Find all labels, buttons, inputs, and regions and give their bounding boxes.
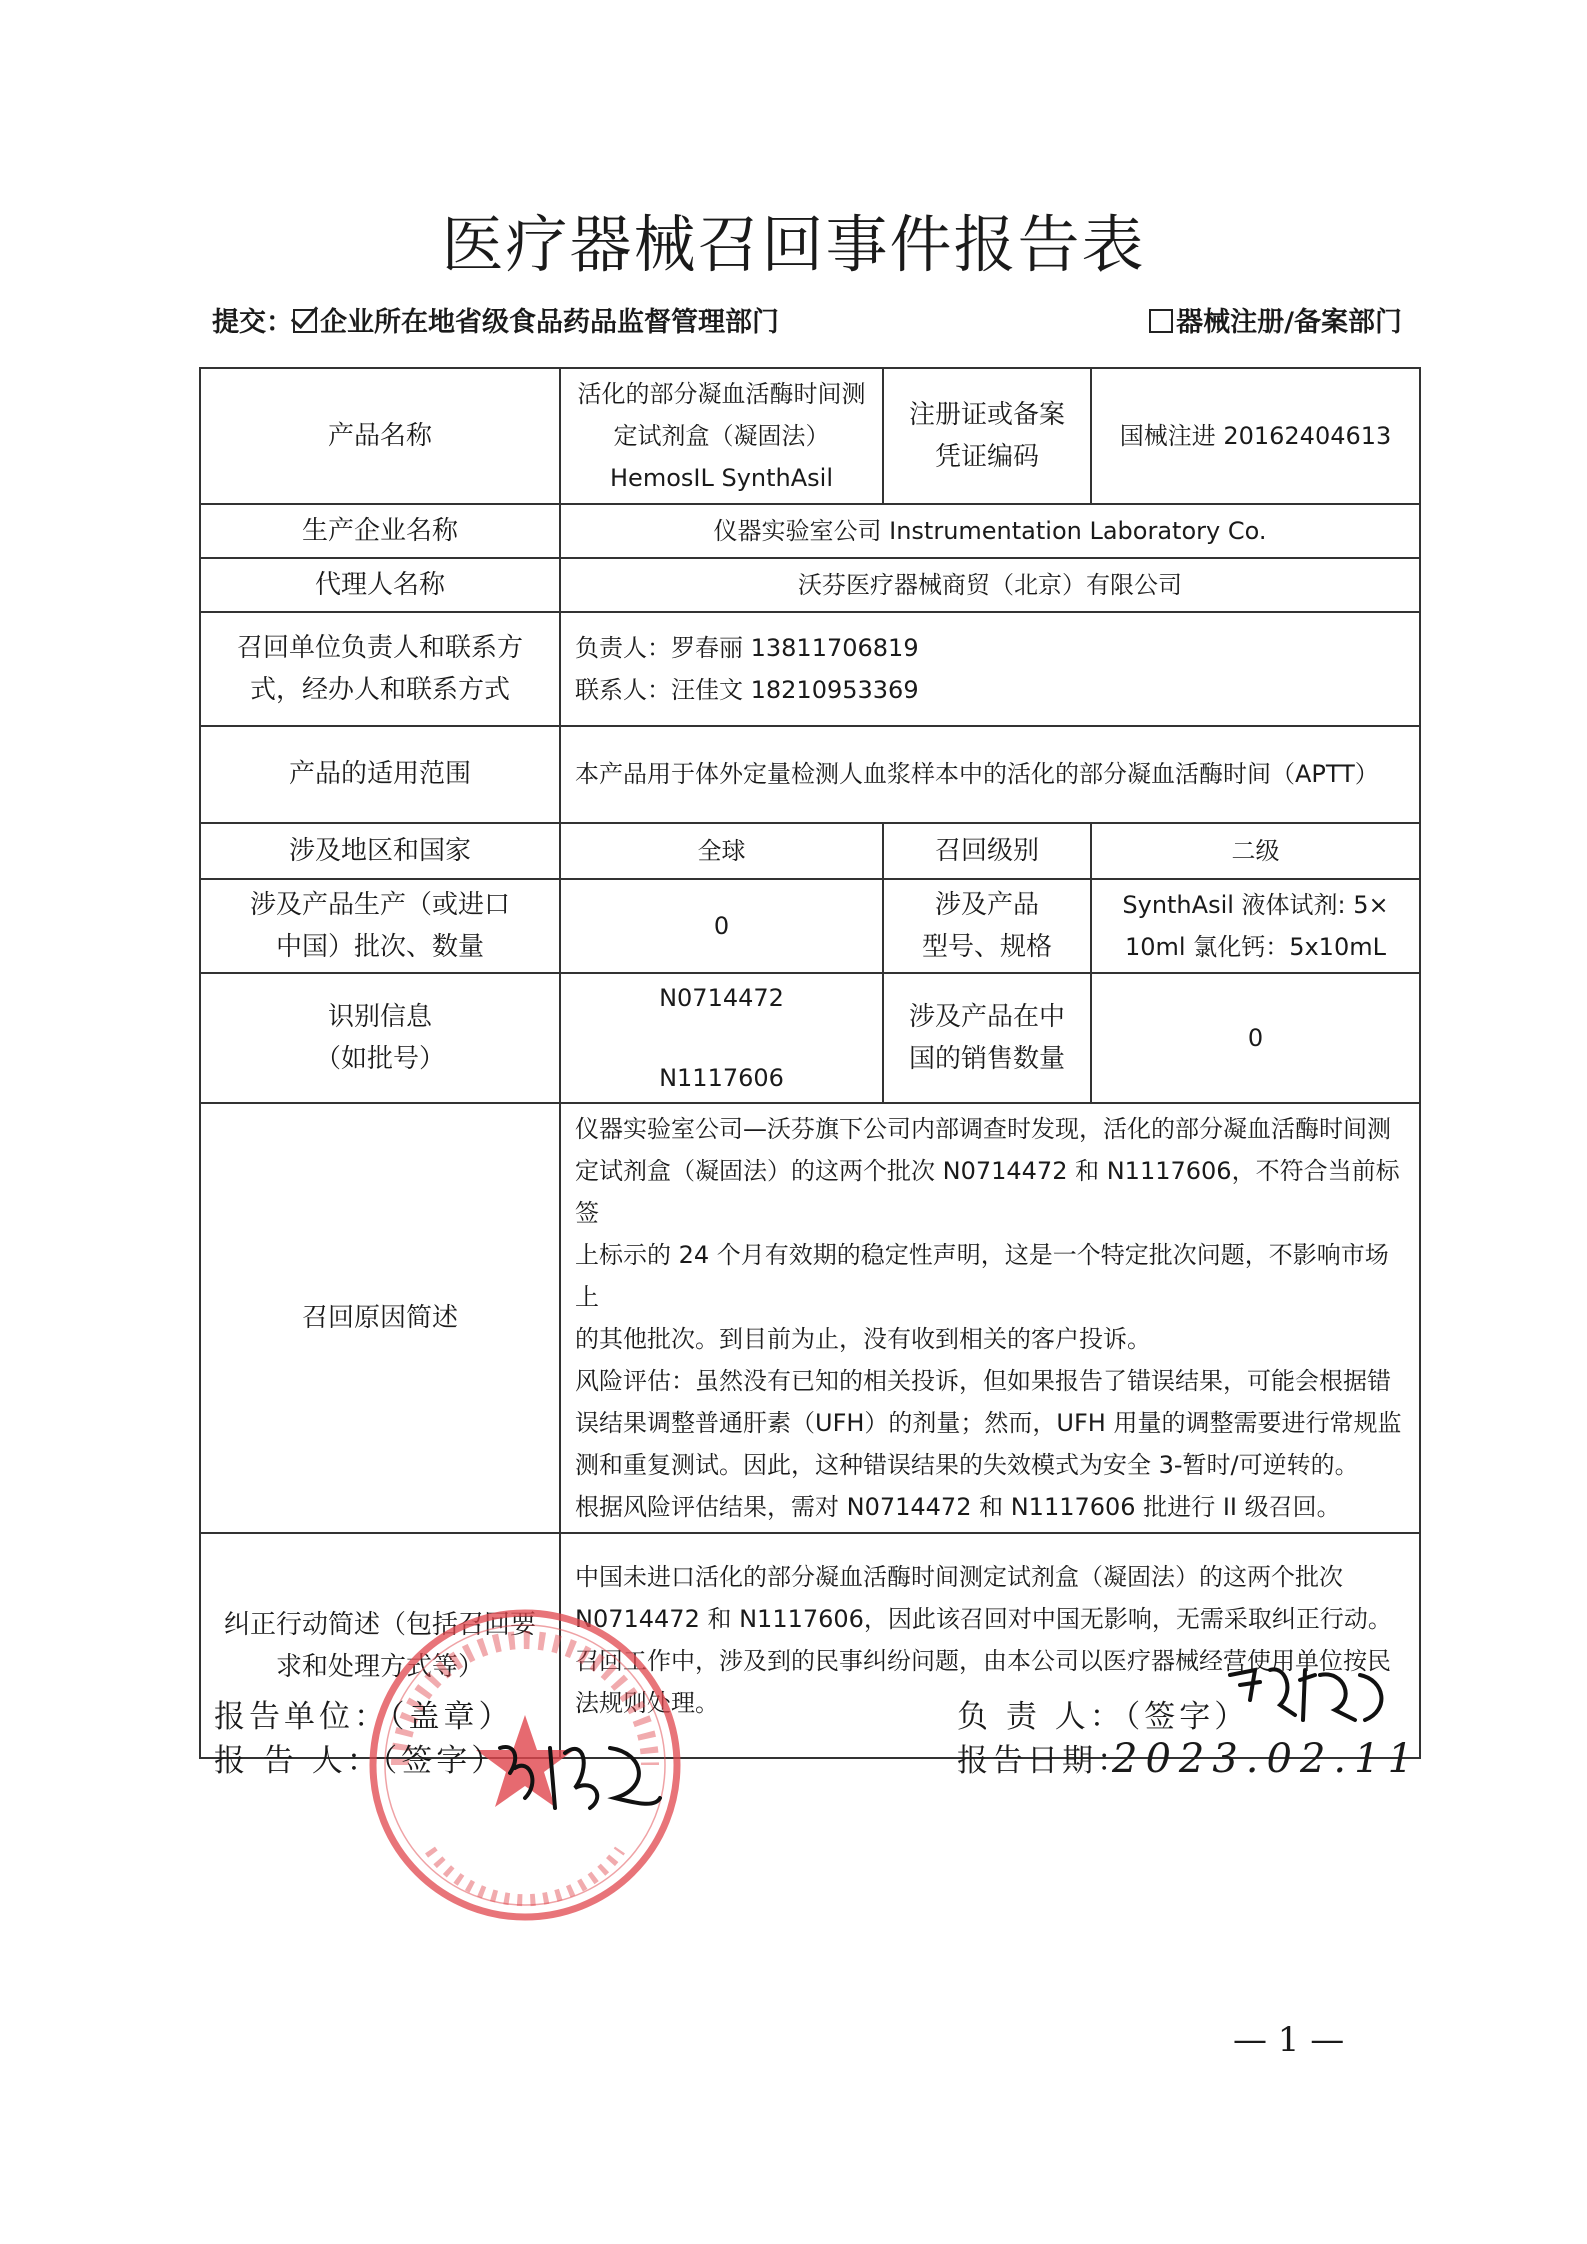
recall-level-label: 召回级别 xyxy=(883,823,1091,879)
contact-label: 召回单位负责人和联系方 式，经办人和联系方式 xyxy=(200,612,560,726)
action-value: 中国未进口活化的部分凝血活酶时间测定试剂盒（凝固法）的这两个批次 N0714472 和 N1117606，因此该召回对中国无影响，无需采取纠正行动。 召回工作中，涉及到的民事纠纷问题，由本公司以医疗器械经营使用单位按民 法规则处理。 xyxy=(560,1533,1420,1758)
report-date-handwritten: 2023.02.11 xyxy=(1112,1736,1422,1782)
submit-label: 提交： xyxy=(212,307,293,338)
submit-option-provincial[interactable] xyxy=(212,300,779,339)
report-unit-label: 报告单位：（盖章） xyxy=(214,1699,514,1735)
contact-value: 负责人：罗春丽 13811706819 联系人：汪佳文 18210953369 xyxy=(560,612,1420,726)
identification-label: 识别信息 （如批号） xyxy=(200,973,560,1103)
sales-label: 涉及产品在中 国的销售数量 xyxy=(883,973,1091,1103)
model-value: SynthAsil 液体试剂: 5× 10ml 氯化钙：5x10mL xyxy=(1091,879,1420,973)
region-value: 全球 xyxy=(560,823,883,879)
page-number: — 1 — xyxy=(1233,2020,1345,2060)
agent-label: 代理人名称 xyxy=(200,558,560,612)
reporter-signature-icon xyxy=(495,1728,665,1818)
reason-value: 仪器实验室公司—沃芬旗下公司内部调查时发现，活化的部分凝血活酶时间测 定试剂盒（凝固法）的这两个批次 N0714472 和 N1117606，不符合当前标签 上标示的 24 个月有效期的稳定性声明，这是一个特定批次问题，不影响市场上 的其他批次。到目前为止，没有收到相关的客户投诉。 风险评估：虽然没有已知的相关投诉，但如果报告了错误结果，可能会根据错 误结果调整普通肝素（UFH）的剂量；然而，UFH 用量的调整需要进行常规监 测和重复测试。因此，这种错误结果的失效模式为安全 3-暂时/可逆转的。 根据风险评估结果，需对 N0714472 和 N1117606 批进行 II 级召回。 xyxy=(560,1103,1420,1533)
checkbox-empty-icon[interactable] xyxy=(1149,309,1173,333)
agent-value: 沃芬医疗器械商贸（北京）有限公司 xyxy=(560,558,1420,612)
scope-value: 本产品用于体外定量检测人血浆样本中的活化的部分凝血活酶时间（APTT） xyxy=(560,726,1420,823)
registration-code-label: 注册证或备案 凭证编码 xyxy=(883,368,1091,504)
reason-label: 召回原因简述 xyxy=(200,1103,560,1533)
registration-code-value: 国械注进 20162404613 xyxy=(1091,368,1420,504)
submit-option-registration[interactable] xyxy=(1149,300,1402,339)
model-label: 涉及产品 型号、规格 xyxy=(883,879,1091,973)
batch-value: 0 xyxy=(560,879,883,973)
region-label: 涉及地区和国家 xyxy=(200,823,560,879)
sales-value: 0 xyxy=(1091,973,1420,1103)
reporter-label: 报 告 人：（签字） xyxy=(214,1743,507,1779)
batch-label: 涉及产品生产（或进口 中国）批次、数量 xyxy=(200,879,560,973)
product-name-value: 活化的部分凝血活酶时间测 定试剂盒（凝固法） HemosIL SynthAsil xyxy=(560,368,883,504)
responsible-person-label: 负 责 人：（签字） xyxy=(957,1699,1250,1735)
scope-label: 产品的适用范围 xyxy=(200,726,560,823)
product-name-label: 产品名称 xyxy=(200,368,560,504)
page-title: 医疗器械召回事件报告表 xyxy=(441,208,1146,281)
manufacturer-label: 生产企业名称 xyxy=(200,504,560,558)
submit-option1-label: 企业所在地省级食品药品监督管理部门 xyxy=(320,307,779,338)
responsible-signature-icon xyxy=(1225,1660,1395,1740)
submit-option2-label: 器械注册/备案部门 xyxy=(1176,307,1402,338)
recall-level-value: 二级 xyxy=(1091,823,1420,879)
manufacturer-value: 仪器实验室公司 Instrumentation Laboratory Co. xyxy=(560,504,1420,558)
identification-value: N0714472 N1117606 xyxy=(560,973,883,1103)
submit-row xyxy=(212,300,1402,340)
recall-report-table xyxy=(199,367,1421,1759)
report-date-label: 报告日期： xyxy=(957,1743,1132,1779)
checkbox-checked-icon[interactable] xyxy=(293,309,317,333)
action-label: 纠正行动简述（包括召回要 求和处理方式等） xyxy=(200,1533,560,1758)
